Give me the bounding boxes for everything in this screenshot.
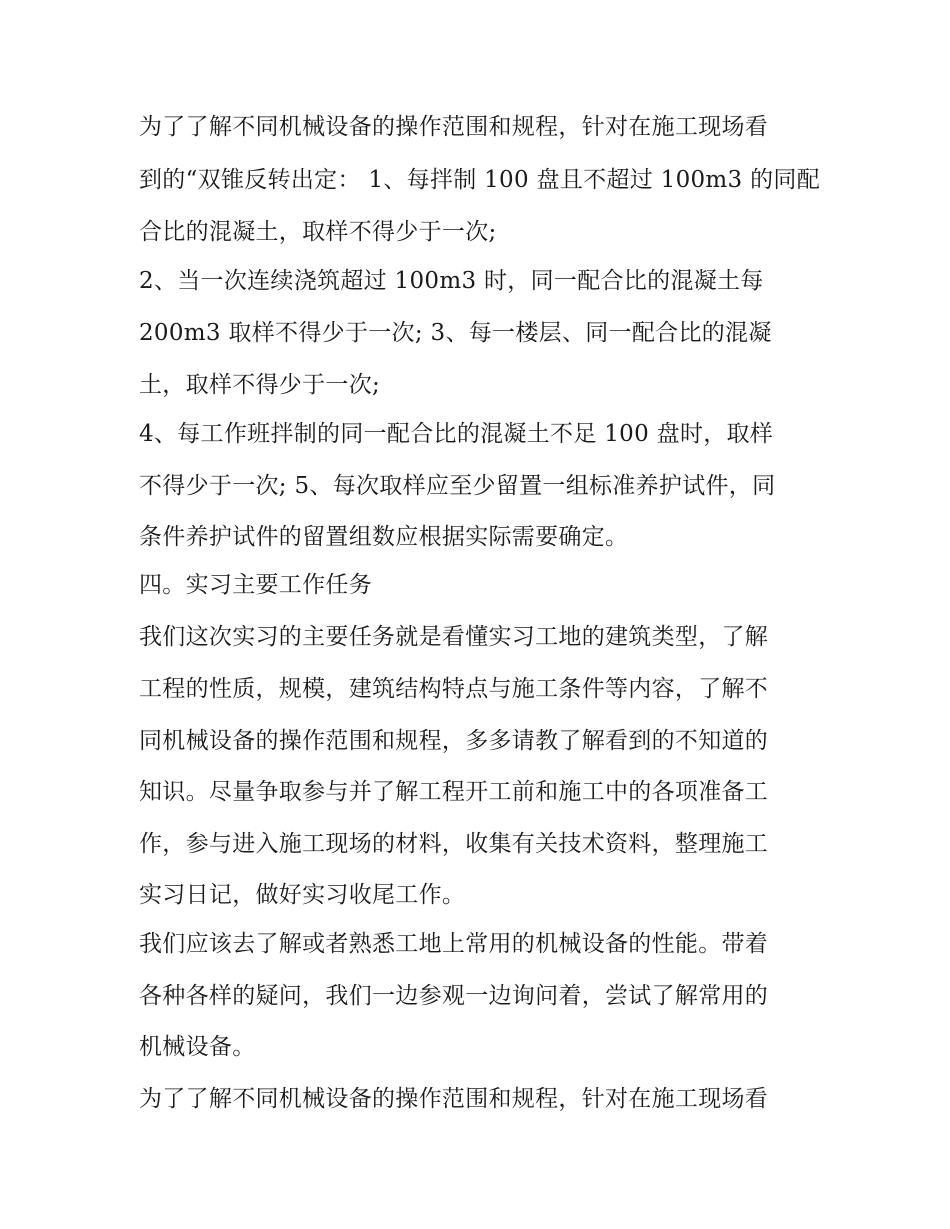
section-heading: 四。实习主要工作任务: [139, 572, 372, 598]
text-line: 合比的混凝土，取样不得少于一次;: [139, 219, 497, 245]
text-line: 条件养护试件的留置组数应根据实际需要确定。: [139, 524, 629, 550]
text-line: 知识。尽量争取参与并了解工程开工前和施工中的各项准备工: [139, 779, 769, 805]
text-line: 我们应该去了解或者熟悉工地上常用的机械设备的性能。带着: [139, 931, 769, 957]
text-line: 实习日记，做好实习收尾工作。: [139, 882, 466, 908]
text-line: 机械设备。: [139, 1034, 256, 1060]
text-line: 为了了解不同机械设备的操作范围和规程，针对在施工现场看: [139, 114, 769, 140]
text-line: 同机械设备的操作范围和规程，多多请教了解看到的不知道的: [139, 728, 769, 754]
text-line: 土，取样不得少于一次;: [139, 372, 381, 398]
text-line: 到的“双锥反转出定： 1、每拌制 100 盘且不超过 100m3 的同配: [139, 167, 820, 193]
text-line: 为了了解不同机械设备的操作范围和规程，针对在施工现场看: [139, 1086, 769, 1112]
text-line: 作，参与进入施工现场的材料，收集有关技术资料，整理施工: [139, 831, 769, 857]
text-line: 我们这次实习的主要任务就是看懂实习工地的建筑类型，了解: [139, 624, 769, 650]
text-line: 2、当一次连续浇筑超过 100m3 时，同一配合比的混凝土每: [139, 268, 764, 294]
text-line: 200m3 取样不得少于一次; 3、每一楼层、同一配合比的混凝: [139, 320, 772, 346]
text-line: 各种各样的疑问，我们一边参观一边询问着，尝试了解常用的: [139, 983, 769, 1009]
text-line: 工程的性质，规模，建筑结构特点与施工条件等内容，了解不: [139, 676, 769, 702]
text-line: 不得少于一次; 5、每次取样应至少留置一组标准养护试件，同: [139, 473, 776, 499]
text-line: 4、每工作班拌制的同一配合比的混凝土不足 100 盘时，取样: [139, 421, 774, 447]
